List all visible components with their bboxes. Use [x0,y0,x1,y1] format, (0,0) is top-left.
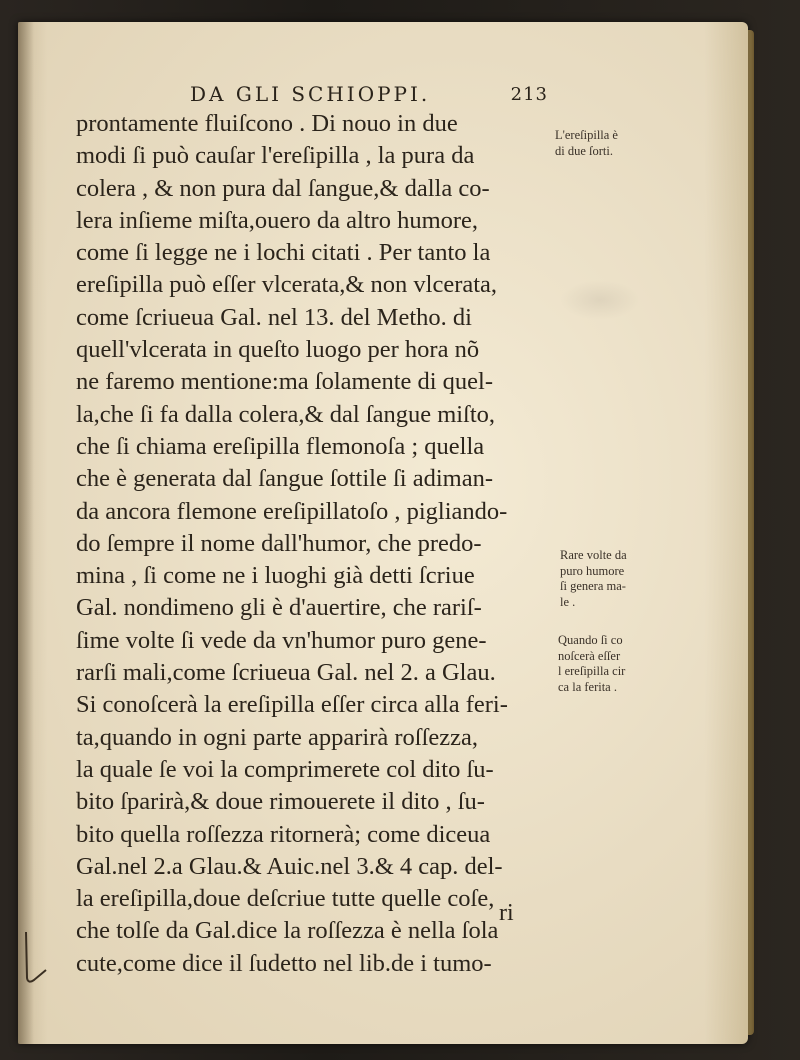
ink-mark-icon [20,930,48,990]
text-line: ne faremo mentione:ma ſolamente di quel- [76,368,494,396]
text-line: lera inſieme miſta,ouero da altro humore, [76,206,479,234]
text-line: ſime volte ſi vede da vn'humor puro gene- [76,626,487,654]
text-line: la,che ſi fa dalla colera,& dal ſangue miſto, [76,400,496,428]
margin-note-line: noſcerà eſſer [558,648,621,663]
margin-note-line: Rare volte da [560,548,627,562]
margin-note-line: ca la ferita . [558,679,617,694]
margin-note [555,128,667,159]
text-line: che ſi chiama ereſipilla flemonoſa ; quella [76,432,485,460]
text-line: Gal.nel 2.a Glau.& Auic.nel 3.& 4 cap. del- [76,852,503,880]
margin-note-line: L'ereſipilla è [555,128,618,142]
margin-note-line: di due ſorti. [555,143,613,158]
text-line: Gal. nondimeno gli è d'auertire, che rariſ- [76,594,482,622]
catchword: ri [499,900,514,926]
margin-note-line: ſi genera ma- [560,579,626,593]
margin-note-line: le . [560,594,576,609]
text-line: Si conoſcerà la ereſipilla eſſer circa alla feri- [76,691,508,719]
ink-bleed [560,280,640,320]
body-text [76,108,556,980]
text-line: prontamente fluiſcono . Di nouo in due [76,110,458,137]
text-line: ereſipilla può eſſer vlcerata,& non vlcerata, [76,271,498,299]
text-line: da ancora flemone ereſipillatoſo , pigliando- [76,497,508,525]
page-number: 213 [510,84,548,105]
text-line: mina , ſi come ne i luoghi già detti ſcriue [76,562,475,590]
text-line: come ſi legge ne i lochi citati . Per tanto la [76,239,491,267]
text-line: che è generata dal ſangue ſottile ſi adiman- [76,465,493,493]
text-line: modi ſi può cauſar l'ereſipilla , la pura da [76,142,475,170]
text-line: rarſi mali,come ſcriueua Gal. nel 2. a Glau. [76,659,496,687]
text-line: do ſempre il nome dall'humor, che predo- [76,529,482,557]
header-title: DA GLI SCHIOPPI. [190,82,431,106]
text-line: quell'vlcerata in queſto luogo per hora nõ [76,336,480,364]
margin-note [558,633,670,695]
page-gutter [18,22,34,1044]
margin-note-line: l ereſipilla cir [558,664,626,678]
text-line: bito quella roſſezza ritornerà; come diceua [76,820,491,848]
margin-note [560,548,672,610]
text-line: colera , & non pura dal ſangue,& dalla co- [76,174,490,202]
text-line: ta,quando in ogni parte apparirà roſſezza, [76,723,479,751]
text-line: bito ſparirà,& doue rimouerete il dito , ſu- [76,788,485,816]
text-line: la quale ſe voi la comprimerete col dito ſu- [76,755,494,783]
text-line: la ereſipilla,doue deſcriue tutte quelle coſe, [76,885,495,913]
margin-note-line: Quando ſi co [558,633,623,647]
text-line: cute,come dice il ſudetto nel lib.de i tumo- [76,949,492,977]
text-line: come ſcriueua Gal. nel 13. del Metho. di [76,303,472,331]
text-line: che tolſe da Gal.dice la roſſezza è nella ſola [76,917,499,945]
margin-note-line: puro humore [560,563,625,578]
